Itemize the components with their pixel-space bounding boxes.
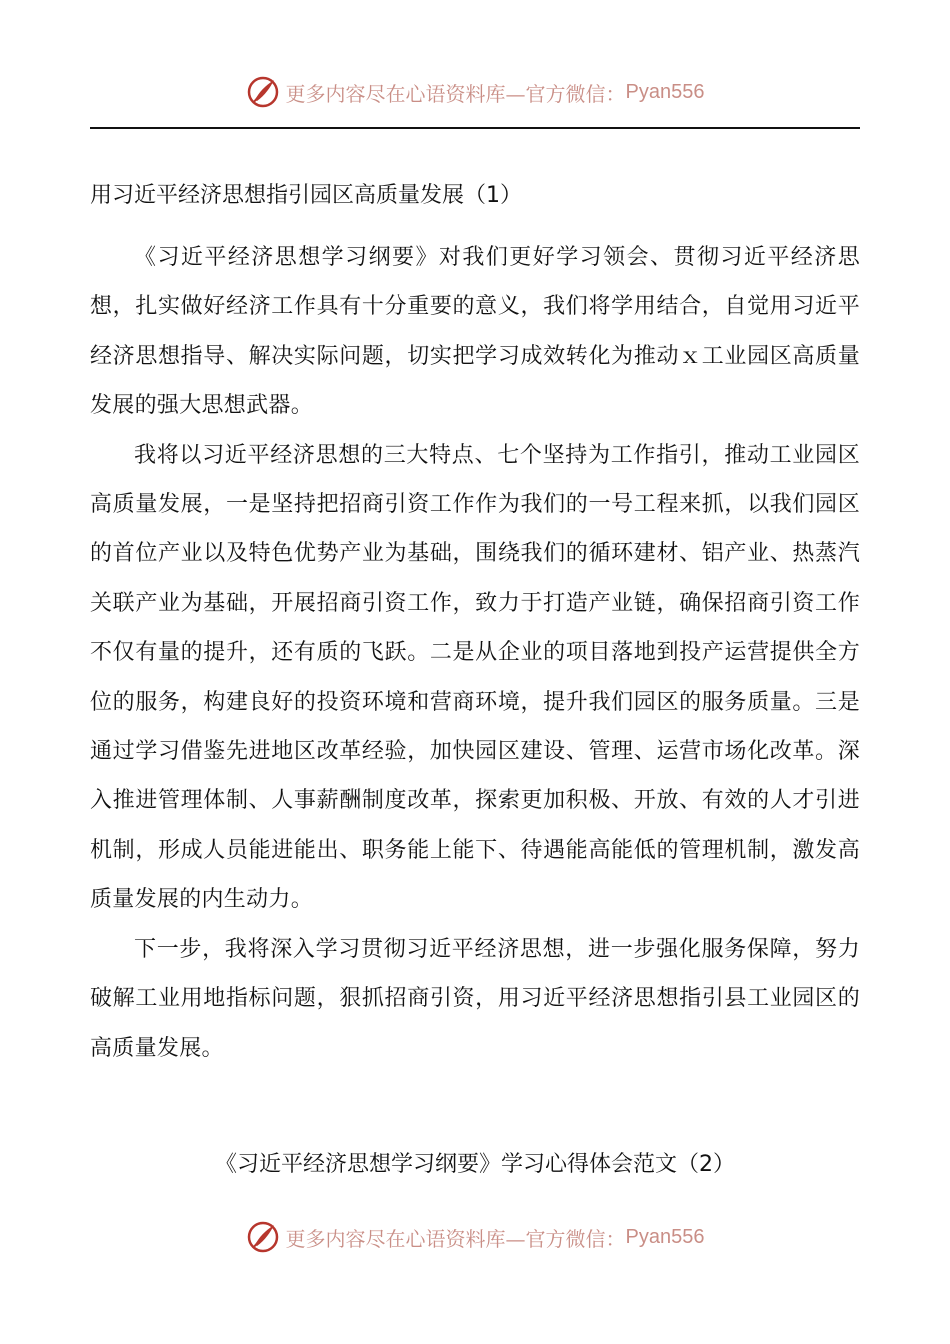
header-divider — [90, 127, 860, 129]
next-article-title: 《习近平经济思想学习纲要》学习心得体会范文（2） — [215, 1152, 735, 1177]
article-title: 用习近平经济思想指引园区高质量发展（1） — [90, 183, 522, 208]
quill-logo-icon — [246, 1220, 280, 1254]
footer-banner — [0, 1217, 950, 1257]
banner-wechat-handle: Pyan556 — [625, 80, 705, 103]
paragraph: 我将以习近平经济思想的三大特点、七个坚持为工作指引，推动工业园区高质量发展，一是坚持把招商引资工作作为我们的一号工程来抓，以我们园区的首位产业以及特色优势产业为基础，围绕我们的循环建材、铝产业、热蒸汽关联产业为基础，开展招商引资工作，致力于打造产业链，确保招商引资工作不仅有量的提升，还有质的飞跃。二是从企业的项目落地到投产运营提供全方位的服务，构建良好的投资环境和营商环境，提升我们园区的服务质量。三是通过学习借鉴先进地区改革经验，加快园区建设、管理、运营市场化改革。深入推进管理体制、人事薪酬制度改革，探索更加积极、开放、有效的人才引进机制，形成人员能进能出、职务能上能下、待遇能高能低的管理机制，激发高质量发展的内生动力。 — [90, 442, 860, 913]
quill-logo-icon — [246, 75, 280, 109]
article-body — [90, 233, 860, 1073]
header-banner — [0, 72, 950, 112]
paragraph: 《习近平经济思想学习纲要》对我们更好学习领会、贯彻习近平经济思想，扎实做好经济工作具有十分重要的意义，我们将学用结合，自觉用习近平经济思想指导、解决实际问题，切实把学习成效转化为推动ｘ工业园区高质量发展的强大思想武器。 — [90, 245, 860, 419]
banner-brand-text: 更多内容尽在心语资料库—官方微信： — [285, 81, 626, 106]
banner-brand-text: 更多内容尽在心语资料库—官方微信： — [285, 1226, 626, 1251]
banner-wechat-handle: Pyan556 — [625, 1225, 705, 1248]
paragraph: 下一步，我将深入学习贯彻习近平经济思想，进一步强化服务保障，努力破解工业用地指标问题，狠抓招商引资，用习近平经济思想指引县工业园区的高质量发展。 — [90, 936, 860, 1061]
